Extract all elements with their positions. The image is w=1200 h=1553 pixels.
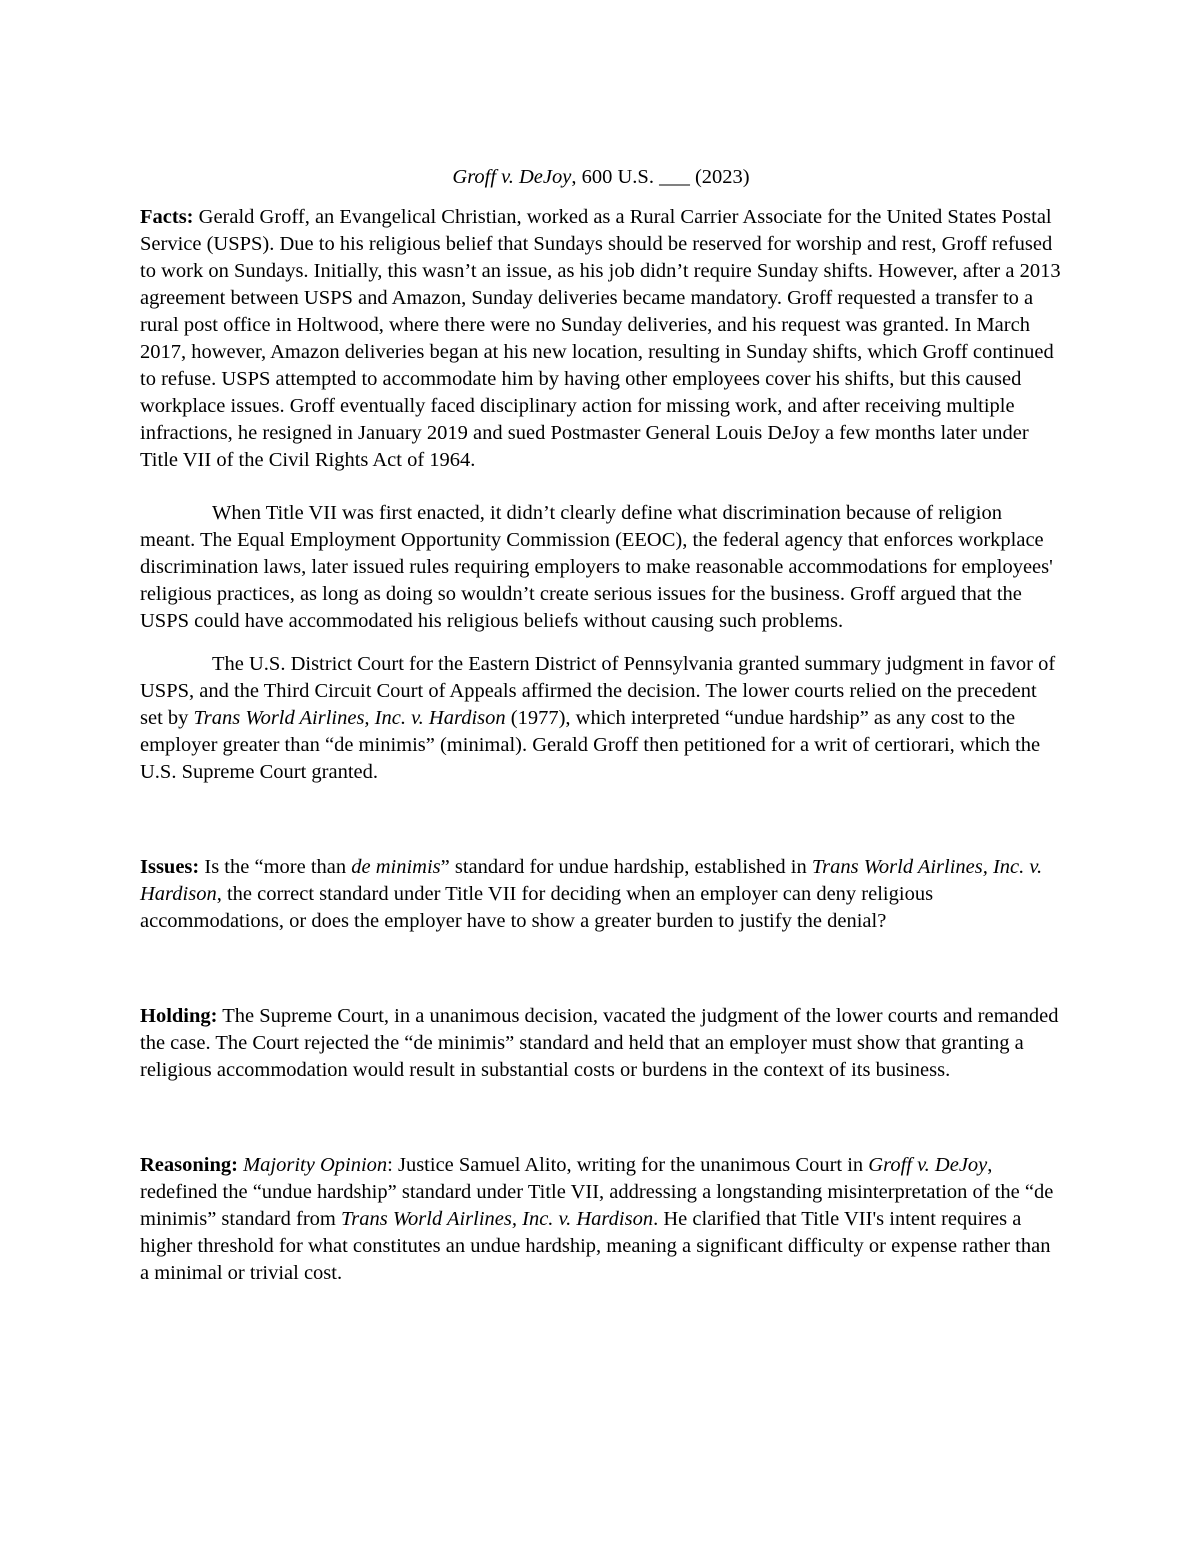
- facts-p3-case: Trans World Airlines, Inc. v. Hardison: [193, 707, 506, 729]
- reasoning-paragraph: [140, 1152, 1062, 1287]
- reasoning-majority-label: Majority Opinion: [243, 1154, 388, 1176]
- facts-label: Facts:: [140, 206, 194, 228]
- holding-label: Holding:: [140, 1005, 218, 1027]
- reasoning-text-b: , redefined the “undue hardship” standard under Title VII, addressing a longstanding misinterpretation of the “de minimis” standard from: [140, 1154, 1054, 1230]
- document-page: [140, 164, 1062, 1287]
- facts-paragraph: [140, 204, 1062, 474]
- issues-label: Issues:: [140, 856, 200, 878]
- issues-case: Trans World Airlines, Inc. v. Hardison: [140, 856, 1043, 905]
- case-name: Groff v. DeJoy: [452, 166, 572, 188]
- case-citation: , 600 U.S. ___ (2023): [571, 166, 750, 188]
- reasoning-text-c: . He clarified that Title VII's intent requires a higher threshold for what constitutes an undue hardship, meaning a significant difficulty or expense rather than a minimal or trivial cost.: [140, 1208, 1051, 1284]
- facts-text: Gerald Groff, an Evangelical Christian, worked as a Rural Carrier Associate for the United States Postal Service (USPS). Due to his religious belief that Sundays should be reserved for worship and rest, Groff refused to work on Sundays. Initially, this wasn’t an issue, as his job didn’t require Sunday shifts. However, after a 2013 agreement between USPS and Amazon, Sunday deliveries became mandatory. Groff requested a transfer to a rural post office in Holtwood, where there were no Sunday deliveries, and his request was granted. In March 2017, however, Amazon deliveries began at his new location, resulting in Sunday shifts, which Groff continued to refuse. USPS attempted to accommodate him by having other employees cover his shifts, but this caused workplace issues. Groff eventually faced disciplinary action for missing work, and after receiving multiple infractions, he resigned in January 2019 and sued Postmaster General Louis DeJoy a few months later under Title VII of the Civil Rights Act of 1964.: [140, 206, 1061, 471]
- reasoning-label: Reasoning:: [140, 1154, 238, 1176]
- page-title: [140, 164, 1062, 191]
- reasoning-case-2: Trans World Airlines, Inc. v. Hardison: [340, 1208, 654, 1230]
- issues-paragraph: [140, 854, 1062, 935]
- issues-text-a: Is the “more than: [199, 856, 352, 878]
- issues-de-minimis: de minimis: [351, 856, 441, 878]
- holding-paragraph: [140, 1003, 1062, 1084]
- facts-p3-text-a: The U.S. District Court for the Eastern District of Pennsylvania granted summary judgment in favor of USPS, and the Third Circuit Court of Appeals affirmed the decision. The lower courts relied on the precedent set by: [140, 653, 1056, 729]
- reasoning-case-1: Groff v. DeJoy: [868, 1154, 988, 1176]
- issues-text-c: , the correct standard under Title VII for deciding when an employer can deny religious accommodations, or does the employer have to show a greater burden to justify the denial?: [140, 883, 934, 932]
- reasoning-text-a: : Justice Samuel Alito, writing for the unanimous Court in: [387, 1154, 869, 1176]
- holding-text: The Supreme Court, in a unanimous decision, vacated the judgment of the lower courts and remanded the case. The Court rejected the “de minimis” standard and held that an employer must show that granting a religious accommodation would result in substantial costs or burdens in the context of its business.: [140, 1005, 1059, 1081]
- facts-p3-text-b: (1977), which interpreted “undue hardship” as any cost to the employer greater than “de minimis” (minimal). Gerald Groff then petitioned for a writ of certiorari, which the U.S. Supreme Court granted.: [140, 707, 1041, 783]
- facts-paragraph-3: [140, 651, 1062, 786]
- facts-paragraph-2: When Title VII was first enacted, it didn’t clearly define what discrimination because of religion meant. The Equal Employment Opportunity Commission (EEOC), the federal agency that enforces workplace discrimination laws, later issued rules requiring employers to make reasonable accommodations for employees' religious practices, as long as doing so wouldn’t create serious issues for the business. Groff argued that the USPS could have accommodated his religious beliefs without causing such problems.: [140, 502, 1053, 632]
- issues-text-b: ” standard for undue hardship, established in: [440, 856, 812, 878]
